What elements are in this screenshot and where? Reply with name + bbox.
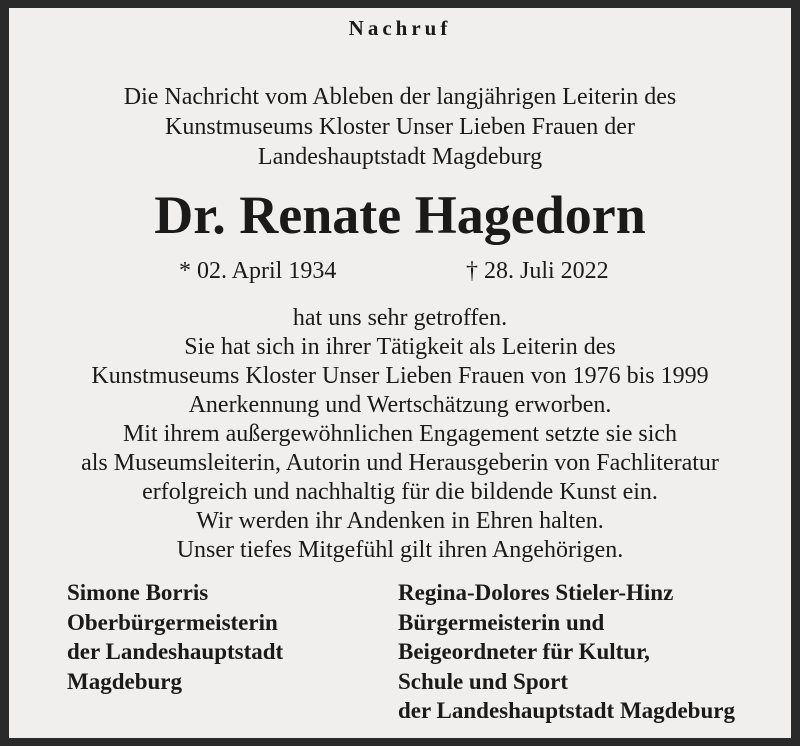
signatory-name: Simone Borris <box>67 580 209 605</box>
signatory-title: Bürgermeisterin und <box>398 609 605 635</box>
tribute-text <box>0 304 800 565</box>
tribute-line: Sie hat sich in ihrer Tätigkeit als Leiterin des <box>184 334 616 360</box>
tribute-line: als Museumsleiterin, Autorin und Herausgeberin von Fachliteratur <box>81 450 719 476</box>
tribute-line: Unser tiefes Mitgefühl gilt ihren Angehörigen. <box>176 537 624 563</box>
tribute-line: erfolgreich und nachhaltig für die bildende Kunst ein. <box>142 479 658 505</box>
birth-date: * 02. April 1934 <box>179 258 337 284</box>
signatory-title: der Landeshauptstadt <box>67 639 284 664</box>
tribute-line: Mit ihrem außergewöhnlichen Engagement setzte sie sich <box>122 421 678 447</box>
signatory-title: Beigeordneter für Kultur, <box>398 639 650 664</box>
signatory-title: Magdeburg <box>67 668 182 694</box>
tribute-line: Anerkennung und Wertschätzung erworben. <box>188 392 612 418</box>
notice-heading: Nachruf <box>348 16 452 40</box>
signatory-name: Regina-Dolores Stieler-Hinz <box>398 580 674 605</box>
intro-line: Kunstmuseums Kloster Unser Lieben Frauen der <box>165 114 635 140</box>
signatory-title: Oberbürgermeisterin <box>67 609 278 635</box>
signatory-title: Schule und Sport <box>398 668 569 694</box>
intro-text <box>0 82 800 172</box>
signatory-title: der Landeshauptstadt Magdeburg <box>398 698 735 723</box>
death-date: † 28. Juli 2022 <box>466 258 609 284</box>
tribute-line: Wir werden ihr Andenken in Ehren halten. <box>196 508 604 534</box>
tribute-line: Kunstmuseums Kloster Unser Lieben Frauen von 1976 bis 1999 <box>91 363 709 389</box>
intro-line: Landeshauptstadt Magdeburg <box>257 144 543 170</box>
intro-line: Die Nachricht vom Ableben der langjährigen Leiterin des <box>123 84 677 110</box>
signatory-left <box>67 578 283 696</box>
signatory-right <box>398 578 735 726</box>
deceased-name: Dr. Renate Hagedorn <box>154 185 646 245</box>
tribute-line: hat uns sehr getroffen. <box>292 305 508 331</box>
